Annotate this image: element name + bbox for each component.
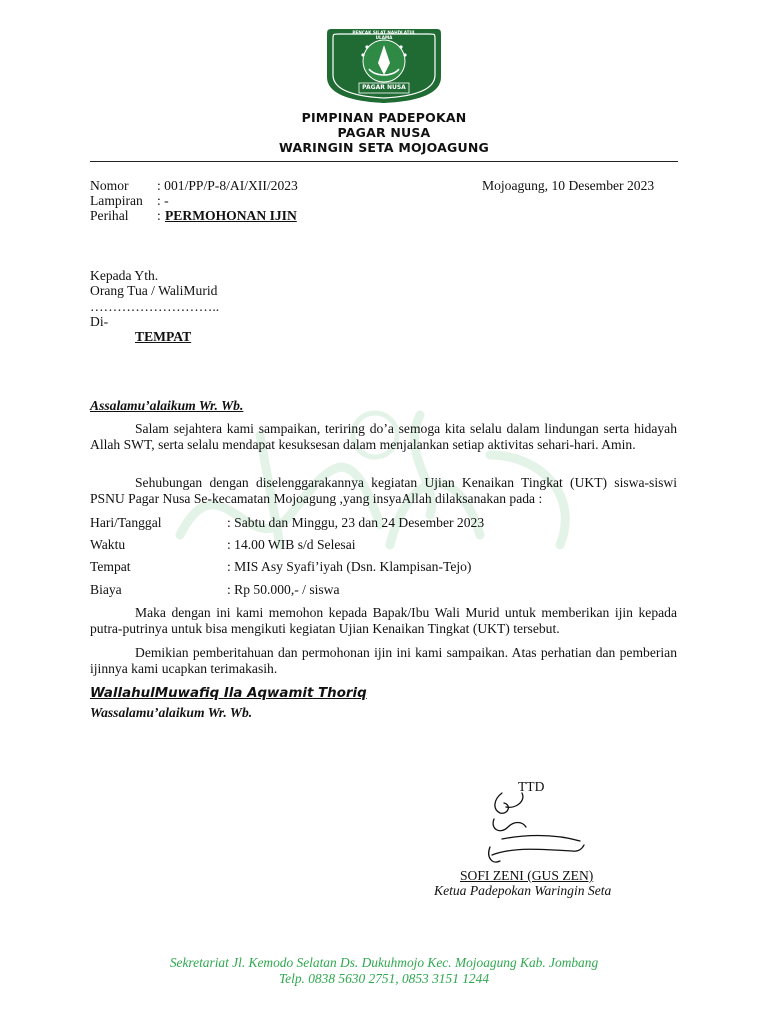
paragraph-2: Sehubungan dengan diselenggarakannya kegiatan Ujian Kenaikan Tingkat (UKT) siswa-siswi PSNU Pagar Nusa Se-kecamatan Mojoagung ,yang insyaAllah dilaksanakan pada : (90, 475, 677, 506)
recipient-place: TEMPAT (135, 329, 192, 344)
lampiran-label: Lampiran (90, 193, 143, 208)
perihal-colon: : (157, 208, 161, 223)
greeting: Assalamu’alaikum Wr. Wb. (90, 398, 244, 413)
detail-label-date: Hari/Tanggal (90, 515, 162, 530)
detail-label-place: Tempat (90, 559, 131, 574)
signatory-name: SOFI ZENI (GUS ZEN) (460, 868, 594, 883)
org-line-1: PIMPINAN PADEPOKAN (301, 110, 467, 125)
detail-value-time: : 14.00 WIB s/d Selesai (227, 537, 356, 552)
lampiran-value: : - (157, 193, 169, 208)
perihal-label: Perihal (90, 208, 129, 223)
recipient-line-3: ……………………….. (90, 299, 220, 314)
recipient-line-2: Orang Tua / WaliMurid (90, 283, 218, 298)
recipient-line-1: Kepada Yth. (90, 268, 159, 283)
paragraph-3: Maka dengan ini kami memohon kepada Bapak/Ibu Wali Murid untuk memberikan ijin kepada putra-putrinya untuk bisa mengikuti kegiatan Ujian Kenaikan Tingkat (UKT) tersebut. (90, 605, 677, 636)
paragraph-1: Salam sejahtera kami sampaikan, teriring do’a semoga kita selalu dalam lindungan serta hidayah Allah SWT, serta selalu mendapat kesuksesan dalam menjalankan setiap aktivitas sehari-hari. Amin. (90, 421, 677, 452)
org-line-3: WARINGIN SETA MOJOAGUNG (279, 140, 489, 155)
ttd-label: TTD (518, 779, 545, 794)
detail-label-time: Waktu (90, 537, 126, 552)
recipient-line-4: Di- (90, 314, 109, 329)
footer-phone: Telp. 0838 5630 2751, 0853 3151 1244 (278, 971, 490, 986)
place-date: Mojoagung, 10 Desember 2023 (482, 178, 655, 193)
handwritten-signature (482, 785, 592, 870)
detail-label-fee: Biaya (90, 582, 122, 597)
nomor-label: Nomor (90, 178, 129, 193)
perihal-value: PERMOHONAN IJIN (165, 208, 297, 223)
header-divider (90, 161, 678, 162)
signatory-title: Ketua Padepokan Waringin Seta (434, 883, 612, 898)
detail-value-fee: : Rp 50.000,- / siswa (227, 582, 340, 597)
nomor-value: : 001/PP/P-8/AI/XII/2023 (157, 178, 298, 193)
org-line-2: PAGAR NUSA (337, 125, 431, 140)
logo-banner-text: PAGAR NUSA (362, 83, 406, 91)
detail-value-place: : MIS Asy Syafi’iyah (Dsn. Klampisan-Tejo) (227, 559, 472, 574)
footer-address: Sekretariat Jl. Kemodo Selatan Ds. Dukuhmojo Kec. Mojoagung Kab. Jombang (169, 955, 599, 970)
paragraph-4: Demikian pemberitahuan dan permohonan ijin ini kami sampaikan. Atas perhatian dan pemberian ijinnya kami ucapkan terimakasih. (90, 645, 677, 676)
motto: WallahulMuwafiq Ila Aqwamit Thoriq (90, 686, 367, 701)
closing: Wassalamu’alaikum Wr. Wb. (90, 705, 253, 720)
logo-ring-text: PENCAK SILAT NAHDLATUL ULAMA (352, 30, 416, 40)
detail-value-date: : Sabtu dan Minggu, 23 dan 24 Desember 2023 (227, 515, 485, 530)
